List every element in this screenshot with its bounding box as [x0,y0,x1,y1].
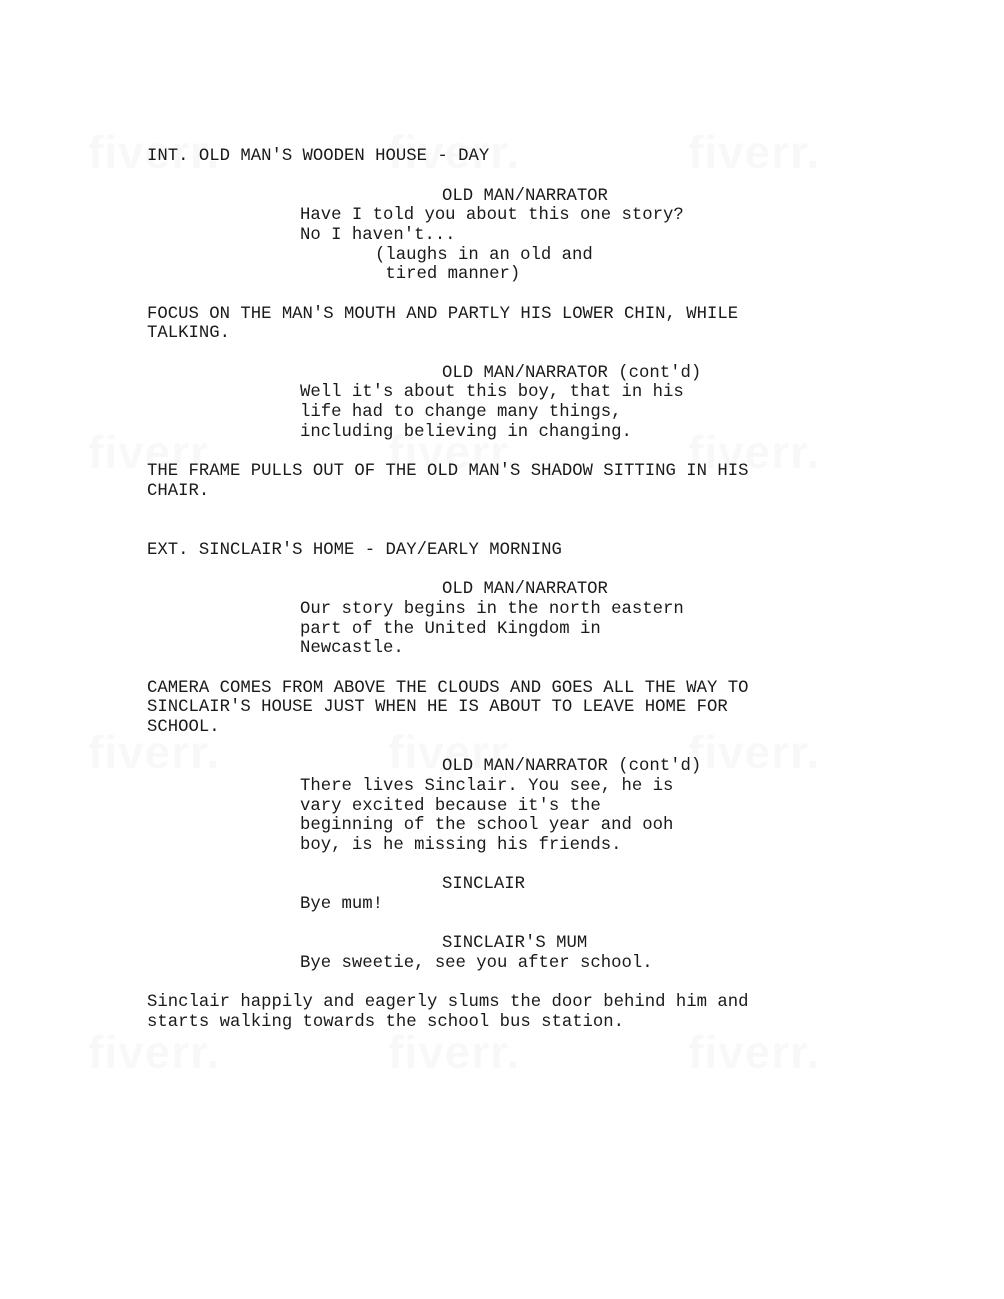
action-line: CHAIR. [147,482,210,501]
dialogue-line: part of the United Kingdom in [300,620,601,639]
action-line: TALKING. [147,324,230,343]
character-name: SINCLAIR [442,875,525,894]
dialogue-line: life had to change many things, [300,403,622,422]
character-name: OLD MAN/NARRATOR (cont'd) [442,757,702,776]
dialogue-line: No I haven't... [300,226,456,245]
action-line: CAMERA COMES FROM ABOVE THE CLOUDS AND GOES ALL THE WAY TO [147,679,749,698]
parenthetical-line: (laughs in an old and [375,246,593,265]
dialogue-line: Our story begins in the north eastern [300,600,684,619]
dialogue-line: Newcastle. [300,639,404,658]
action-line: THE FRAME PULLS OUT OF THE OLD MAN'S SHADOW SITTING IN HIS [147,462,749,481]
dialogue-line: Bye sweetie, see you after school. [300,954,653,973]
dialogue-line: vary excited because it's the [300,797,601,816]
dialogue-line: There lives Sinclair. You see, he is [300,777,674,796]
scene-heading: EXT. SINCLAIR'S HOME - DAY/EARLY MORNING [147,541,562,560]
action-line: starts walking towards the school bus station. [147,1013,625,1032]
dialogue-line: boy, is he missing his friends. [300,836,622,855]
action-line: Sinclair happily and eagerly slums the door behind him and [147,993,749,1012]
character-name: SINCLAIR'S MUM [442,934,588,953]
dialogue-line: Well it's about this boy, that in his [300,383,684,402]
parenthetical-line: tired manner) [375,265,521,284]
character-name: OLD MAN/NARRATOR [442,187,608,206]
dialogue-line: including believing in changing. [300,423,632,442]
dialogue-line: beginning of the school year and ooh [300,816,674,835]
action-line: SINCLAIR'S HOUSE JUST WHEN HE IS ABOUT TO LEAVE HOME FOR [147,698,728,717]
dialogue-line: Have I told you about this one story? [300,206,684,225]
action-line: SCHOOL. [147,718,220,737]
action-line: FOCUS ON THE MAN'S MOUTH AND PARTLY HIS LOWER CHIN, WHILE [147,305,739,324]
scene-heading: INT. OLD MAN'S WOODEN HOUSE - DAY [147,147,490,166]
character-name: OLD MAN/NARRATOR (cont'd) [442,364,702,383]
character-name: OLD MAN/NARRATOR [442,580,608,599]
dialogue-line: Bye mum! [300,895,383,914]
